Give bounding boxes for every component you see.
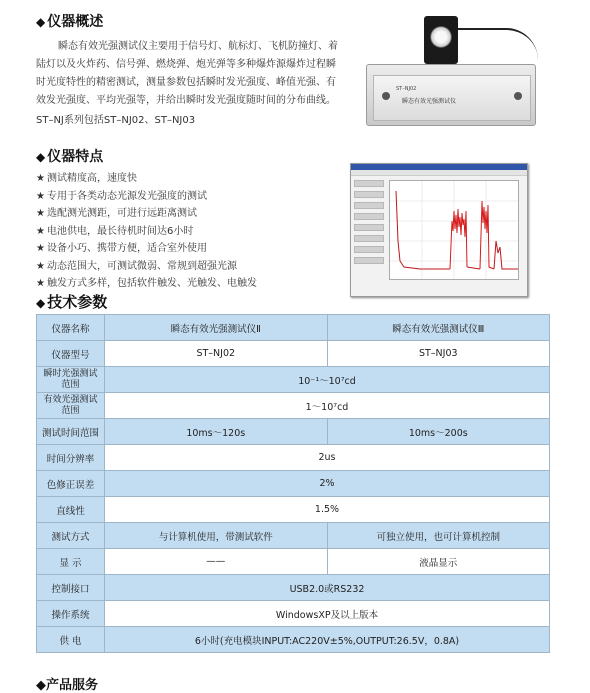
window-menubar: [351, 170, 527, 176]
waveform-plot: [389, 180, 519, 280]
waveform-graphic: [390, 181, 518, 279]
knob-icon: [514, 92, 522, 100]
cell: 10ms～200s: [327, 419, 550, 445]
cell: 2%: [105, 471, 550, 497]
cell: 瞬态有效光强测试仪Ⅱ: [105, 315, 328, 341]
diamond-icon: ◆: [36, 15, 46, 29]
cell: ST–NJ02: [105, 341, 328, 367]
cell: 10ms～120s: [105, 419, 328, 445]
software-screenshot: [350, 163, 528, 297]
overview-series: ST–NJ系列包括ST–NJ02、ST–NJ03: [36, 115, 196, 126]
row-label: 有效光强测试范围: [37, 393, 105, 419]
table-row: [37, 497, 550, 523]
table-row: [37, 627, 550, 653]
cell: 1～10⁷cd: [105, 393, 550, 419]
row-label: 显 示: [37, 549, 105, 575]
overview-text: [36, 38, 338, 130]
diamond-icon: ◆: [36, 150, 46, 164]
feature-item: ★ 选配测光测距，可进行远距离测试: [36, 205, 336, 223]
diamond-icon: ◆: [36, 678, 46, 693]
cell: 液晶显示: [327, 549, 550, 575]
cell: 2us: [105, 445, 550, 471]
device-front-panel: [373, 75, 531, 121]
feature-item: ★ 触发方式多样，包括软件触发、光触发、电触发: [36, 275, 336, 293]
row-label: 供 电: [37, 627, 105, 653]
device-body: [366, 64, 536, 126]
device-model-label: ST–NJ02: [396, 86, 417, 92]
table-row: [37, 393, 550, 419]
service-title: ◆产品服务: [36, 678, 99, 693]
table-row: [37, 549, 550, 575]
diamond-icon: ◆: [36, 296, 46, 310]
feature-item: ★ 动态范围大，可测试微弱、常规到超强光源: [36, 258, 336, 276]
specs-table: [36, 314, 550, 653]
table-row: [37, 367, 550, 393]
features-title: ◆ 仪器特点: [36, 149, 104, 165]
row-label: 仪器型号: [37, 341, 105, 367]
cell: 10⁻¹～10⁷cd: [105, 367, 550, 393]
cell: 6小时(充电模块INPUT:AC220V±5%,OUTPUT:26.5V，0.8A): [105, 627, 550, 653]
table-row: [37, 575, 550, 601]
cell: ——: [105, 549, 328, 575]
sensor-cable: [458, 28, 538, 60]
row-label: 瞬时光强测试范围: [37, 367, 105, 393]
table-row: [37, 471, 550, 497]
cell: 瞬态有效光强测试仪Ⅲ: [327, 315, 550, 341]
cell: 1.5%: [105, 497, 550, 523]
sensor-lens: [430, 26, 452, 48]
feature-item: ★ 设备小巧、携带方便，适合室外使用: [36, 240, 336, 258]
cell: 可独立使用，也可计算机控制: [327, 523, 550, 549]
device-photo: [346, 6, 544, 132]
row-label: 色修正误差: [37, 471, 105, 497]
row-label: 测试时间范围: [37, 419, 105, 445]
row-label: 仪器名称: [37, 315, 105, 341]
table-row: [37, 445, 550, 471]
feature-item: ★ 测试精度高，速度快: [36, 170, 336, 188]
control-panel: [354, 180, 384, 278]
feature-item: ★ 电池供电，最长待机时间达6小时: [36, 223, 336, 241]
table-row: [37, 601, 550, 627]
feature-item: ★ 专用于各类动态光源发光强度的测试: [36, 188, 336, 206]
row-label: 操作系统: [37, 601, 105, 627]
device-name-label: 瞬态有效光强测试仪: [402, 98, 457, 105]
cell: USB2.0或RS232: [105, 575, 550, 601]
row-label: 控制接口: [37, 575, 105, 601]
cell: 与计算机使用，带测试软件: [105, 523, 328, 549]
overview-paragraph: 瞬态有效光强测试仪主要用于信号灯、航标灯、飞机防撞灯、着陆灯以及火炸药、信号弹、燃烧弹、炮光弹等多种爆炸源爆炸过程瞬时光度特性的精密测试，测量参数包括瞬时发光强度、峰值光强、有效发光强度、平均光强等，并给出瞬时发光强度随时间的分布曲线。: [36, 41, 338, 106]
cell: ST–NJ03: [327, 341, 550, 367]
specs-title: ◆ 技术参数: [36, 293, 108, 311]
row-label: 时间分辨率: [37, 445, 105, 471]
table-row: [37, 315, 550, 341]
row-label: 测试方式: [37, 523, 105, 549]
knob-icon: [382, 92, 390, 100]
table-row: [37, 523, 550, 549]
row-label: 直线性: [37, 497, 105, 523]
features-list: [36, 170, 336, 293]
table-row: [37, 419, 550, 445]
cell: WindowsXP及以上版本: [105, 601, 550, 627]
overview-title: ◆ 仪器概述: [36, 14, 104, 30]
table-row: [37, 341, 550, 367]
